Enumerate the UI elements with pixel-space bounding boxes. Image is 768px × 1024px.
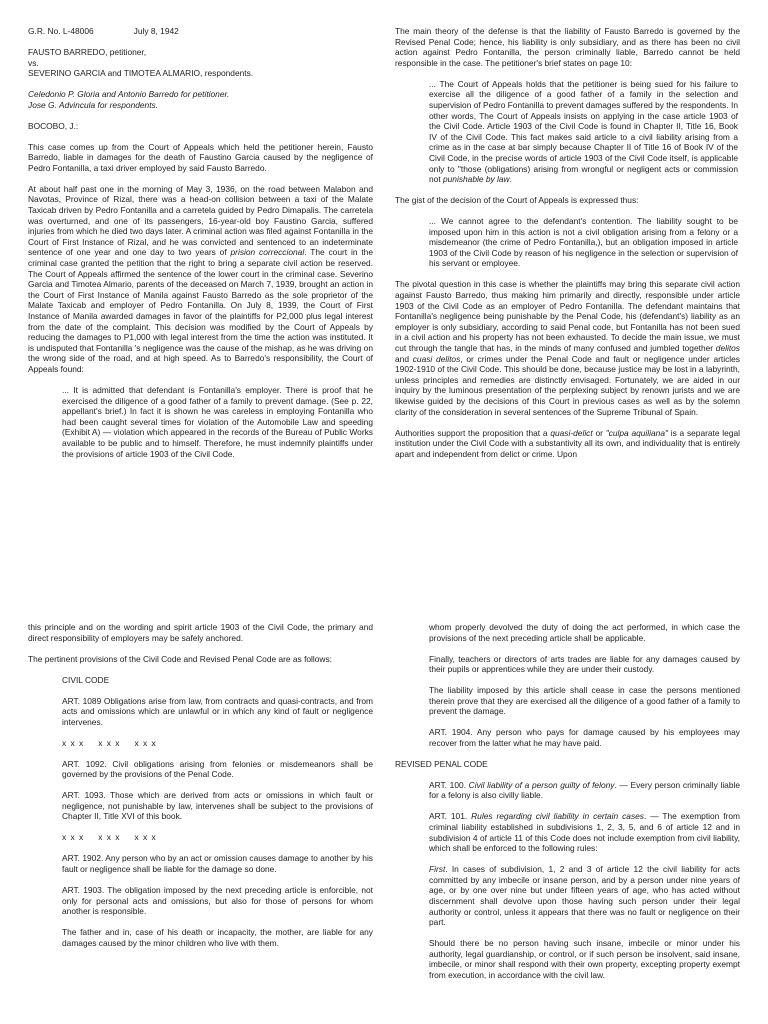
- parties-block: [28, 47, 373, 79]
- block-quote: ... It is admitted that defendant is Fontanilla's employer. There is proof that he exercised the diligence of a good father of a family to prevent damage. (See p. 22, appellant's brief.) In fact it is shown he was careless in employing Fontanilla who had been caught several times for violation of the Automobile Law and speeding (Exhibit A) — violation which appeared in the records of the Bureau of Public Works available to be public and to himself. Therefore, he must indemnify plaintiffs under the provisions of article 1903 of the Civil Code.: [62, 384, 373, 459]
- paragraph: The father and in, case of his death or incapacity, the mother, are liable for any damages caused by the minor children who live with them.: [62, 927, 373, 948]
- block-quote: ... We cannot agree to the defendant's contention. The liability sought to be imposed upon him in this action is not a civil obligation arising from a felony or a misdemeanor (the crime of Pedro Fontanilla,), but an obligation imposed in article 1903 of the Civil Code by reason of his negligence in the selection or supervision of his servant or employee.: [429, 216, 738, 269]
- paragraph: The main theory of the defense is that the liability of Fausto Barredo is governed by the Revised Penal Code; hence, his liability is only subsidiary, and as there has been no civil action against Pedro Fontanilla, the person criminally liable, Barredo cannot be held responsible in the case. The petitioner's brief states on page 10:: [395, 26, 740, 68]
- block-quote: ... The Court of Appeals holds that the petitioner is being sued for his failure to exercise all the diligence of a good father of a family in the selection and supervision of Pedro Fontanilla to prevent damages suffered by the respondents. In other words, The Court of Appeals insists on applying in the case article 1903 of the Civil Code. Article 1903 of the Civil Code is found in Chapter II, Title 16, Book IV of the Civil Code. This fact makes said article to a civil liability arising from a crime as in the case at bar simply because Chapter II of Title 16 of Book IV of the Civil Code, in the precise words of article 1903 of the Civil Code itself, is applicable only to "those (obligations) arising from wrongful or negligent acts or commission not punishable by law.: [429, 78, 738, 185]
- rule-first: First. In cases of subdivision, 1, 2 and 3 of article 12 the civil liability for acts committed by any imbecile or insane person, and by a person under nine years of age, or by one over nine but under fifteen years of age, who has acted without discernment shall devolve upon those having such person under their legal authority or control, unless it appears that there was no fault or negligence on their part.: [429, 864, 740, 928]
- gr-number: G.R. No. L-48006: [28, 26, 94, 36]
- ellipsis-separator: x x x x x x x x x: [62, 832, 157, 843]
- article-1092: ART. 1092. Civil obligations arising from felonies or misdemeanors shall be governed by the provisions of the Penal Code.: [62, 758, 373, 780]
- counsel-respondents: Jose G. Advincula for respondents.: [28, 99, 159, 110]
- article-1903: ART. 1903. The obligation imposed by the next preceding article is enforcible, not only for personal acts and omissions, but also for those of persons for whom another is responsible.: [62, 885, 373, 917]
- paragraph: This case comes up from the Court of Appeals which held the petitioner herein, Fausto Barredo, liable in damages for the death of Faustino Garcia caused by the negligence of Pedro Fontanilla, a taxi driver employed by said Fausto Barredo.: [28, 141, 373, 173]
- ellipsis-separator: x x x x x x x x x: [62, 737, 157, 748]
- section-heading-civil-code: CIVIL CODE: [62, 674, 110, 685]
- article-1093: ART. 1093. Those which are derived from acts or omissions in which fault or negligence, not punishable by law, intervenes shall be subject to the provisions of Chapter II, Title XVI of this book.: [62, 790, 373, 822]
- paragraph: whom properly devolved the duty of doing the act performed, in which case the provisions of the next preceding article shall be applicable.: [429, 622, 740, 643]
- ponente: BOCOBO, J.:: [28, 120, 79, 131]
- paragraph: Finally, teachers or directors of arts trades are liable for any damages caused by their pupils or apprentices while they are under their custody.: [429, 653, 740, 675]
- counsel-petitioner: Celedonio P. Gloria and Antonio Barredo for petitioner.: [28, 89, 230, 100]
- petitioner-name: FAUSTO BARREDO, petitioner,: [28, 46, 147, 57]
- paragraph: Should there be no person having such insane, imbecile or minor under his authority, legal guardianship, or control, or if such person be insolvent, said insane, imbecile, or minor shall respond with their own property, excepting property exempt from execution, in accordance with the civil law.: [429, 938, 740, 980]
- paragraph: At about half past one in the morning of May 3, 1936, on the road between Malabon and Navotas, Province of Rizal, there was a head-on collision between a taxi of the Malate Taxicab driven by Pedro Fontanilla and a carretela guided by Pedro Dimapalis. The carretela was overturned, and one of its passengers, 16-year-old boy Faustino Garcia, suffered injuries from which he died two days later. A criminal action was filed against Fontanilla in the Court of First Instance of Rizal, and he was convicted and sentenced to an indeterminate sentence of one year and one day to two years of prision correccional. The court in the criminal case granted the petition that the right to bring a separate civil action be reserved. The Court of Appeals affirmed the sentence of the lower court in the criminal case. Severino Garcia and Timotea Almario, parents of the deceased on March 7, 1939, brought an action in the Court of First Instance of Manila against Fausto Barredo as the sole proprietor of the Malate Taxicab and employer of Pedro Fontanilla. On July 8, 1939, the Court of First Instance of Manila awarded damages in favor of the plaintiffs for P2,000 plus legal interest from the date of the complaint. This decision was modified by the Court of Appeals by reducing the damages to P1,000 with legal interest from the time the action was instituted. It is undisputed that Fontanilla 's negligence was the cause of the mishap, as he was driving on the wrong side of the road, and at high speed. As to Barredo's responsibility, the Court of Appeals found:: [28, 183, 373, 374]
- paragraph: The gist of the decision of the Court of Appeals is expressed thus:: [395, 195, 639, 206]
- page2-left-column: [28, 622, 373, 1024]
- paragraph: The liability imposed by this article shall cease in case the persons mentioned therein prove that they are exercised all the diligence of a good father of a family to prevent the damage.: [429, 685, 740, 717]
- page2-right-column: [395, 622, 740, 1024]
- respondents-name: SEVERINO GARCIA and TIMOTEA ALMARIO, respondents.: [28, 68, 254, 79]
- section-heading-revised-penal-code: REVISED PENAL CODE: [395, 758, 488, 769]
- counsel-block: [28, 89, 373, 110]
- page1-left-column: [28, 26, 373, 574]
- article-1902: ART. 1902. Any person who by an act or omission causes damage to another by his fault or negligence shall be liable for the damage so done.: [62, 853, 373, 875]
- article-100: ART. 100. Civil liability of a person guilty of felony. — Every person criminally liable for a felony is also civilly liable.: [429, 779, 740, 801]
- decision-date: July 8, 1942: [133, 26, 179, 36]
- page1-right-column: [395, 26, 740, 574]
- article-1089: ART. 1089 Obligations arise from law, from contracts and quasi-contracts, and from acts and omissions which are unlawful or in which any kind of fault or negligence intervenes.: [62, 695, 373, 727]
- paragraph: this principle and on the wording and spirit article 1903 of the Civil Code, the primary and direct responsibility of employers may be safely anchored.: [28, 622, 373, 643]
- case-number-line: [28, 26, 373, 37]
- paragraph: The pertinent provisions of the Civil Code and Revised Penal Code are as follows:: [28, 653, 332, 664]
- versus: vs.: [28, 57, 39, 68]
- article-1904: ART. 1904. Any person who pays for damage caused by his employees may recover from the latter what he may have paid.: [429, 727, 740, 748]
- paragraph: Authorities support the proposition that a quasi-delict or "culpa aquiliana" is a separate legal institution under the Civil Code with a substantivity all its own, and individuality that is entirely apart and independent from delict or crime. Upon: [395, 427, 740, 459]
- article-101: ART. 101. Rules regarding civil liability in certain cases. — The exemption from criminal liability established in subdivisions 1, 2, 3, 5, and 6 of article 12 and in subdivision 4 of article 11 of this Code does not include exemption from civil liability, which shall be enforced to the following rules:: [429, 811, 740, 854]
- paragraph: The pivotal question in this case is whether the plaintiffs may bring this separate civil action against Fausto Barredo, thus making him primarily and directly, responsible under article 1903 of the Civil Code as an employer of Pedro Fontanilla. The defendant maintains that Fontanilla's negligence being punishable by the Penal Code, his (defendant's) liability as an employer is only subsidiary, according to said Penal code, but Fontanilla has not been sued in a civil action and his property has not been exhausted. To decide the main issue, we must cut through the tangle that has, in the minds of many confused and jumbled together delitos and cuasi delitos, or crimes under the Penal Code and fault or negligence under articles 1902-1910 of the Civil Code. This should be done, because justice may be lost in a labyrinth, unless principles and remedies are distinctly envisaged. Fortunately, we are aided in our inquiry by the luminous presentation of the perplexing subject by renown jurists and we are likewise guided by the decisions of this Court in previous cases as well as by the solemn clarity of the consideration in several sentences of the Supreme Tribunal of Spain.: [395, 279, 740, 417]
